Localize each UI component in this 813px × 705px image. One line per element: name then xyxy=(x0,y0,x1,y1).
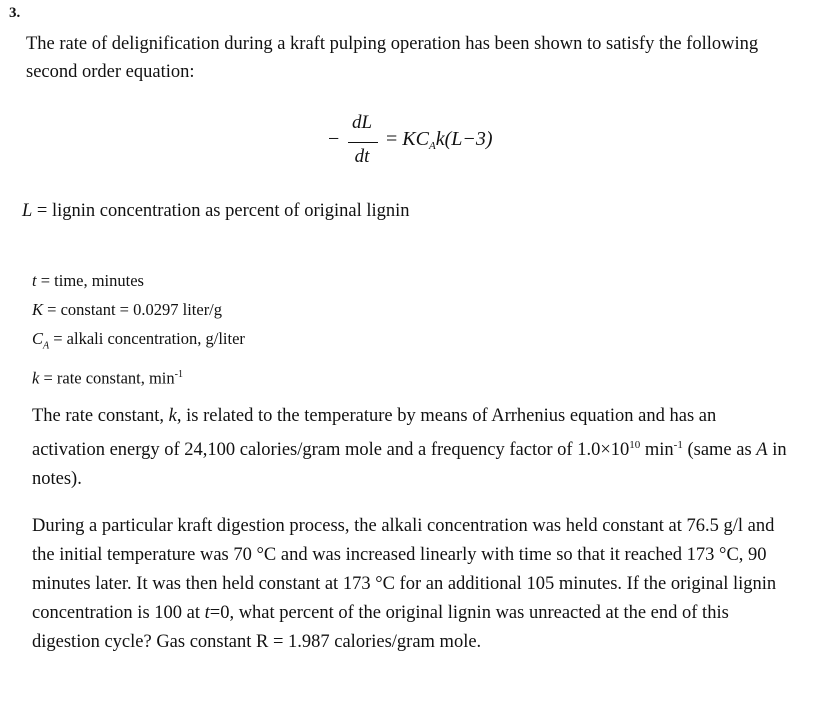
p1-exp2: -1 xyxy=(673,439,683,451)
rate-equation xyxy=(328,108,588,188)
equation-equals: = xyxy=(386,128,398,150)
definition-t-text: = time, minutes xyxy=(36,271,144,290)
definition-K-text: = constant = 0.0297 liter/g xyxy=(43,300,223,319)
definition-item xyxy=(32,295,245,324)
p1-a: The rate constant, xyxy=(32,406,169,426)
p1-exp: 10 xyxy=(629,439,641,451)
question-number: 3. xyxy=(9,5,21,21)
equation-sub-A: A xyxy=(428,140,436,152)
p1-b: , is related to the temperature by means of Arrhenius equation and has an activation energy of 24,100 calories/gram mole and a frequency factor of 1.0×10 xyxy=(32,406,717,461)
p1-A: A xyxy=(756,440,768,461)
p1-e: in notes). xyxy=(32,440,787,490)
equation-KC: KC xyxy=(402,128,429,150)
p2-a: During a particular kraft digestion process, the alkali concentration was held constant at 76.5 g/l and the initial temperature was 70 °C and was increased linearly with time so that it reached 173 °C, 90 minutes later. It was then held constant at 173 °C for an additional 105 minutes. If the original lignin concentration is 100 at xyxy=(32,516,777,623)
definition-k-sup: -1 xyxy=(174,369,183,381)
definition-item xyxy=(32,266,245,295)
equation-tail: (L−3) xyxy=(444,128,493,150)
equation-denominator: dt xyxy=(354,146,370,167)
p1-c: min xyxy=(640,440,674,461)
p2-b: =0, what percent of the original lignin was unreacted at the end of this digestion cycle? Gas constant R = 1.987 calories/gram mole. xyxy=(32,603,729,652)
equation-k: k xyxy=(435,128,445,150)
equation-numerator: dL xyxy=(351,112,373,133)
symbol-L: L xyxy=(22,201,33,221)
definition-L xyxy=(22,201,410,222)
symbol-t: t xyxy=(32,271,37,290)
intro-paragraph: The rate of delignification during a kraft pulping operation has been shown to satisfy the following second order equation: xyxy=(26,34,759,82)
symbol-C: C xyxy=(32,329,44,348)
equation-minus: − xyxy=(328,128,340,150)
fraction-bar xyxy=(348,142,378,143)
definition-C-text: = alkali concentration, g/liter xyxy=(49,329,245,348)
digestion-paragraph xyxy=(32,512,792,657)
definitions-list xyxy=(32,266,245,393)
definition-item xyxy=(32,360,245,393)
arrhenius-paragraph xyxy=(32,402,792,494)
definition-item xyxy=(32,324,245,360)
definition-k-text: = rate constant, min xyxy=(39,368,175,388)
symbol-C-sub: A xyxy=(43,340,50,352)
symbol-K: K xyxy=(32,300,44,319)
p1-d: (same as xyxy=(682,440,757,461)
p1-k: k xyxy=(168,406,177,426)
p2-t: t xyxy=(204,603,210,623)
definition-L-text: = lignin concentration as percent of original lignin xyxy=(32,201,410,221)
symbol-k: k xyxy=(32,368,40,388)
equation-rhs xyxy=(386,128,493,152)
